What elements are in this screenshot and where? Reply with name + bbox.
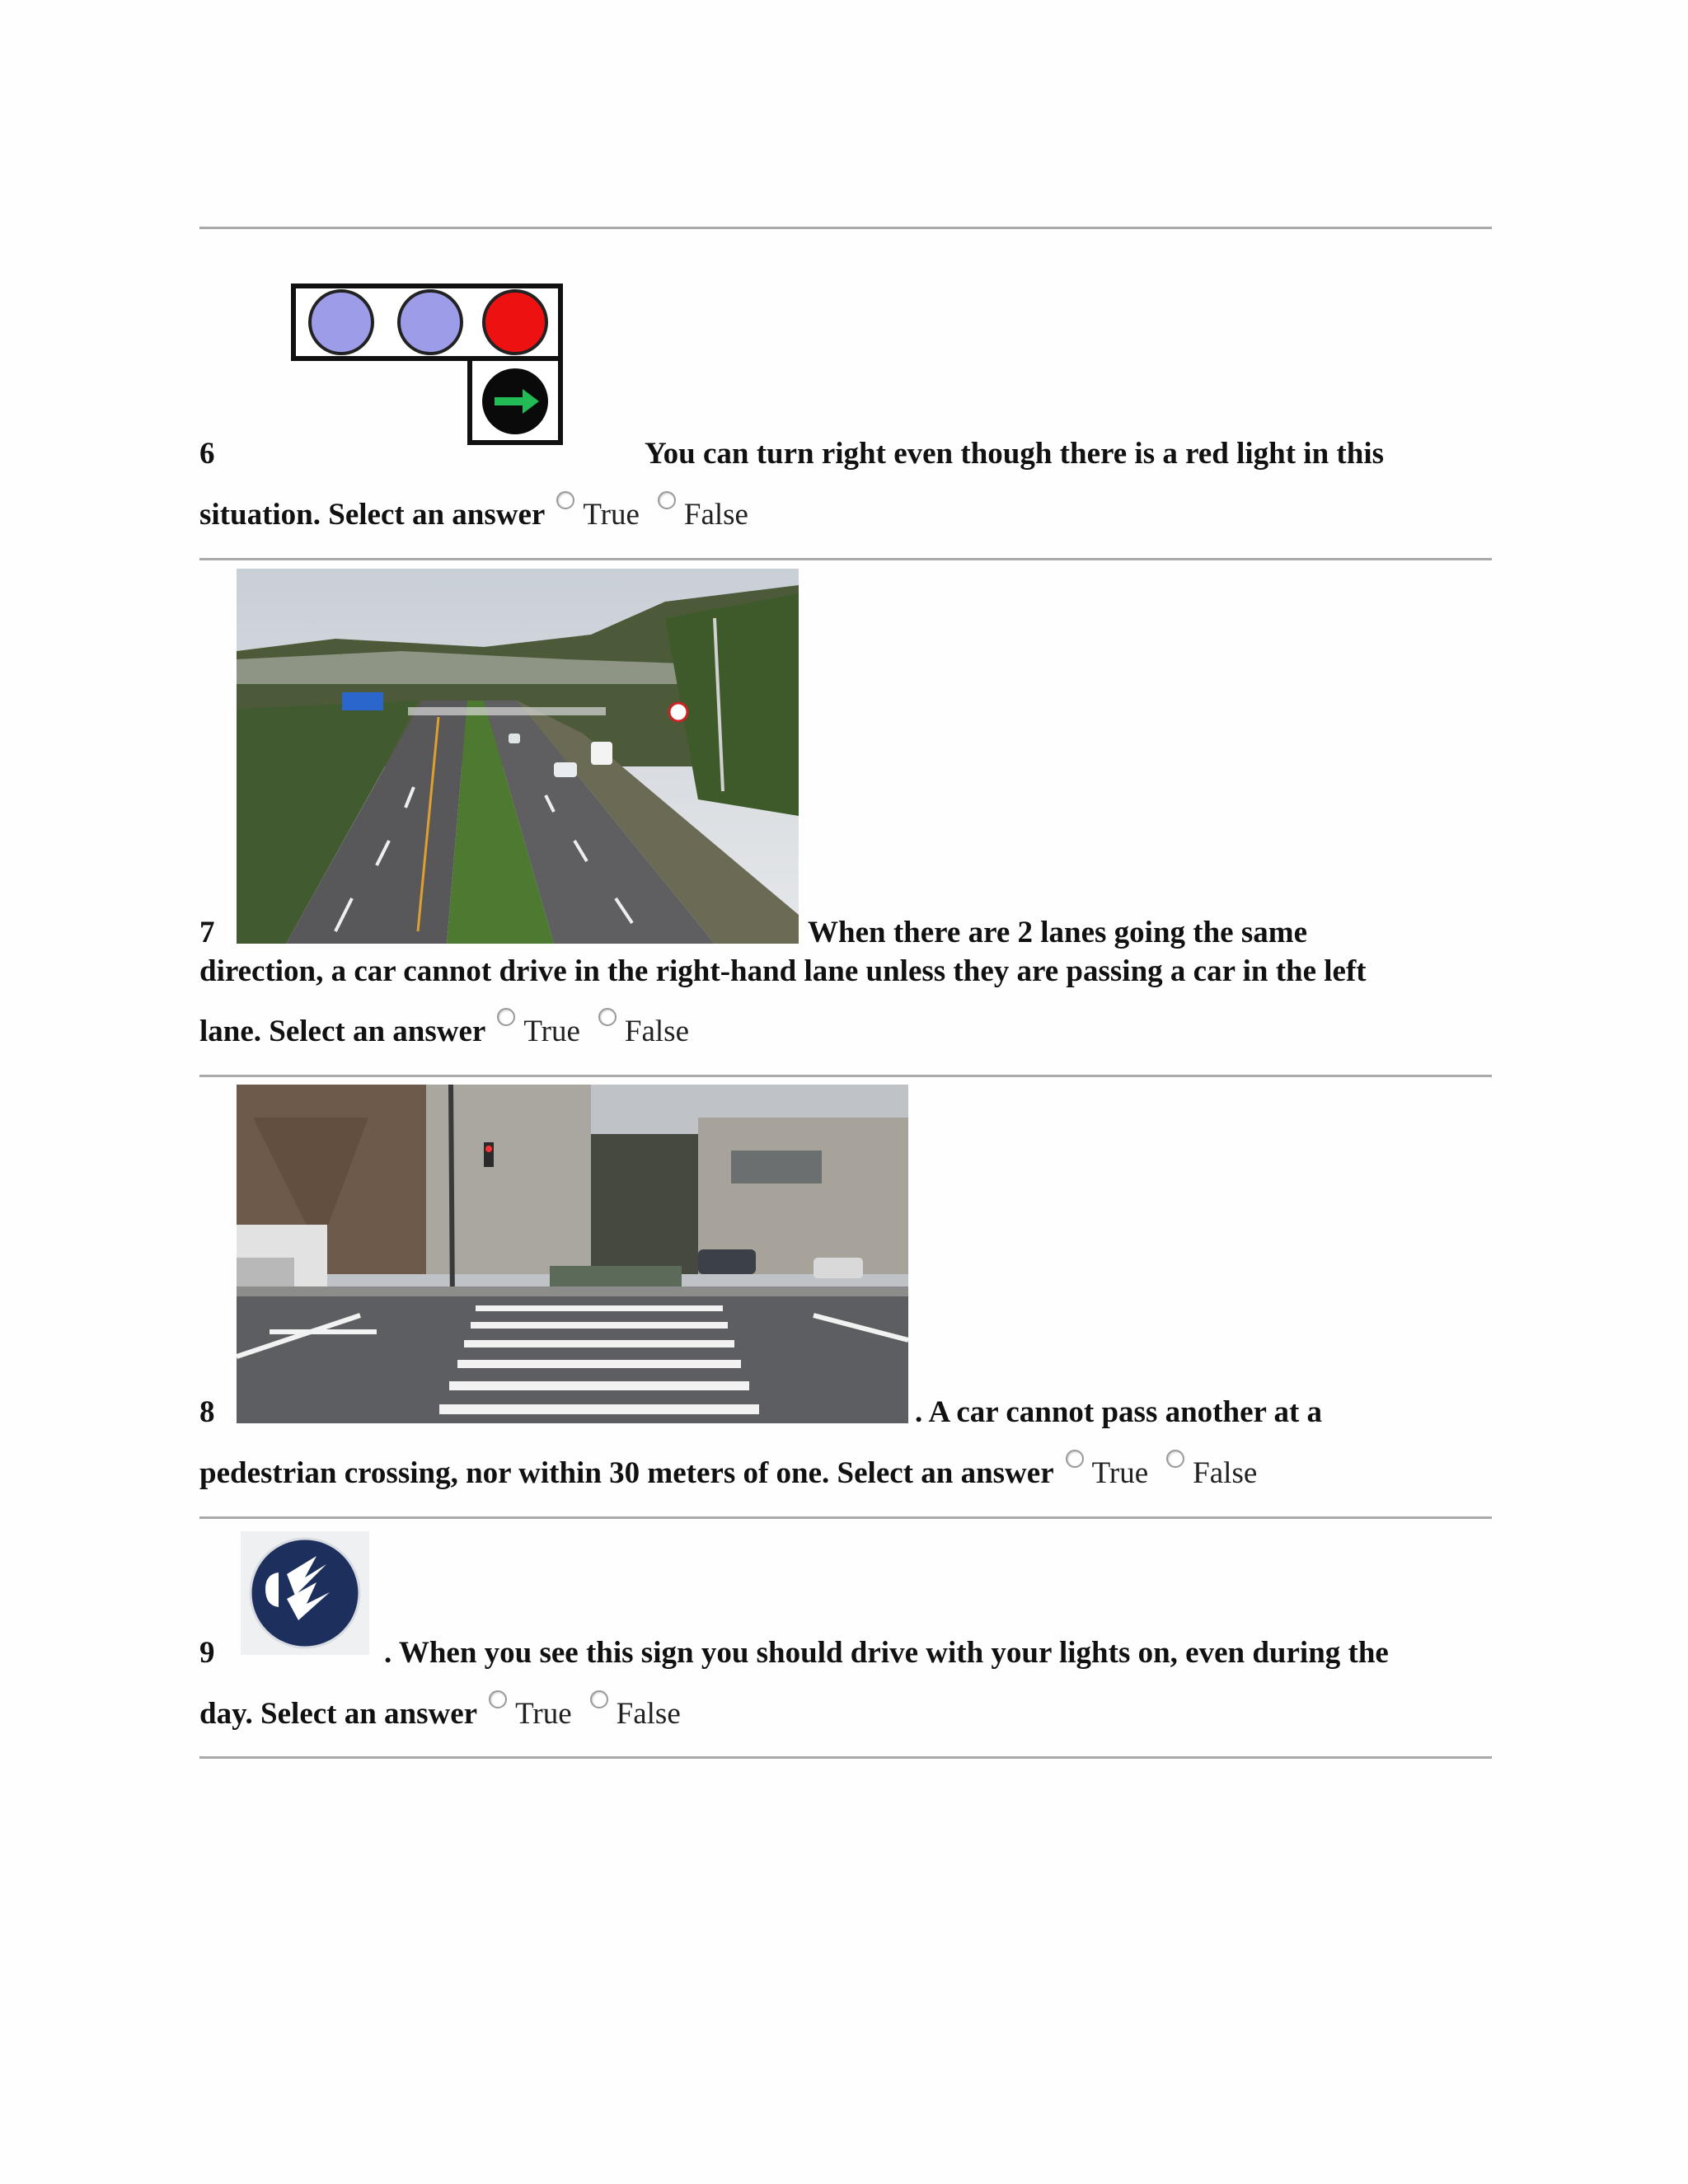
divider	[199, 1075, 1492, 1077]
radio-false[interactable]	[658, 491, 676, 509]
radio-true[interactable]	[497, 1008, 515, 1026]
divider	[199, 1516, 1492, 1519]
question-text: situation. Select an answer	[199, 498, 546, 532]
divider	[199, 1756, 1492, 1759]
radio-true[interactable]	[1066, 1450, 1084, 1468]
question-text: day. Select an answer	[199, 1697, 478, 1731]
option-false-label: False	[624, 1015, 690, 1048]
option-false-label: False	[616, 1697, 681, 1731]
question-number: 6	[199, 437, 215, 471]
headlights-on-sign	[241, 1531, 369, 1655]
question-text: You can turn right even though there is a red light in this	[645, 437, 1384, 471]
off-light-1	[310, 291, 373, 354]
radio-false[interactable]	[590, 1690, 608, 1708]
option-true-label: True	[1091, 1456, 1149, 1490]
question-text: . When you see this sign you should drive with your lights on, even during the	[384, 1636, 1389, 1670]
question-text: . A car cannot pass another at a	[915, 1395, 1323, 1429]
radio-true[interactable]	[556, 491, 574, 509]
radio-true[interactable]	[489, 1690, 507, 1708]
pedestrian-crossing-photo	[237, 1085, 908, 1423]
off-light-2	[399, 291, 462, 354]
question-text: direction, a car cannot drive in the right-hand lane unless they are passing a car in the left	[199, 954, 1367, 988]
option-false-label: False	[683, 498, 748, 532]
question-text: pedestrian crossing, nor within 30 meters of one. Select an answer	[199, 1456, 1054, 1490]
red-light	[484, 291, 546, 354]
question-text: When there are 2 lanes going the same	[808, 916, 1308, 949]
highway-photo	[237, 569, 799, 944]
option-true-label: True	[583, 498, 640, 532]
question-text: lane. Select an answer	[199, 1015, 486, 1048]
divider	[199, 227, 1492, 229]
divider	[199, 558, 1492, 560]
option-true-label: True	[515, 1697, 572, 1731]
option-true-label: True	[523, 1015, 580, 1048]
radio-false[interactable]	[598, 1008, 617, 1026]
question-number: 7	[199, 916, 215, 949]
question-number: 9	[199, 1636, 215, 1670]
radio-false[interactable]	[1166, 1450, 1184, 1468]
option-false-label: False	[1193, 1456, 1258, 1490]
question-number: 8	[199, 1395, 215, 1429]
traffic-light-image	[288, 281, 565, 448]
